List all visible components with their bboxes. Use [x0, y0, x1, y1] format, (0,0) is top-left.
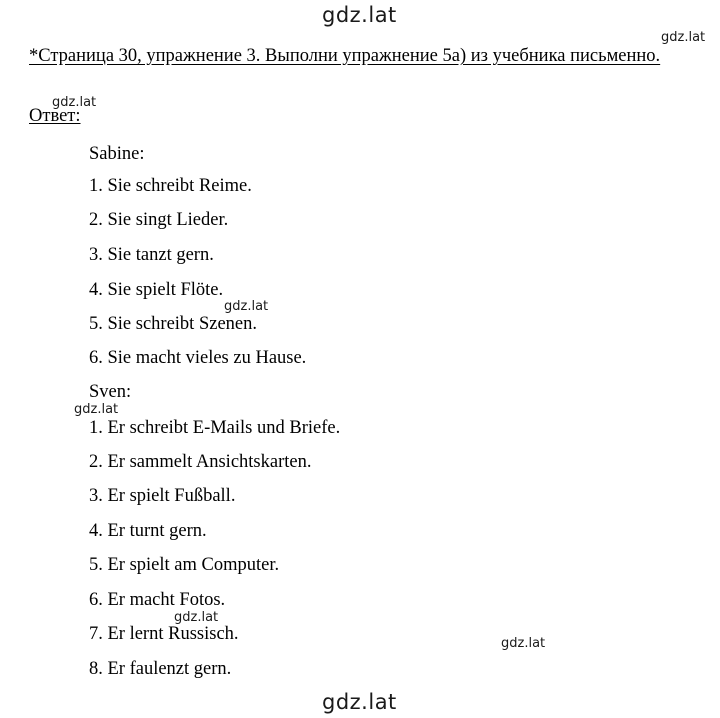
sven-item: 6. Er macht Fotos.: [89, 590, 226, 610]
task-text: *Страница 30, упражнение 3. Выполни упражнение 5а) из учебника письменно.: [29, 46, 661, 66]
watermark-bottom: gdz.lat: [322, 690, 397, 714]
sven-item: 2. Er sammelt Ansichtskarten.: [89, 452, 312, 472]
watermark-lower-right: gdz.lat: [501, 636, 546, 651]
sven-item: 4. Er turnt gern.: [89, 521, 207, 541]
watermark-task-right: gdz.lat: [661, 30, 706, 45]
watermark-mid: gdz.lat: [224, 299, 269, 314]
sven-item: 3. Er spielt Fußball.: [89, 486, 236, 506]
sabine-item: 5. Sie schreibt Szenen.: [89, 314, 257, 334]
watermark-top: gdz.lat: [322, 3, 397, 27]
answer-label: Ответ:: [29, 106, 81, 126]
sven-heading: Sven:: [89, 382, 132, 402]
sabine-item: 2. Sie singt Lieder.: [89, 210, 229, 230]
sabine-item: 4. Sie spielt Flöte.: [89, 280, 224, 300]
sven-item: 7. Er lernt Russisch.: [89, 624, 239, 644]
sven-item: 8. Er faulenzt gern.: [89, 659, 232, 679]
watermark-answer: gdz.lat: [52, 95, 97, 110]
watermark-sven: gdz.lat: [74, 402, 119, 417]
watermark-lower: gdz.lat: [174, 610, 219, 625]
sabine-item: 3. Sie tanzt gern.: [89, 245, 214, 265]
sven-item: 1. Er schreibt E-Mails und Briefe.: [89, 418, 341, 438]
sven-item: 5. Er spielt am Computer.: [89, 555, 280, 575]
sabine-item: 1. Sie schreibt Reime.: [89, 176, 252, 196]
sabine-item: 6. Sie macht vieles zu Hause.: [89, 348, 307, 368]
sabine-heading: Sabine:: [89, 144, 145, 164]
